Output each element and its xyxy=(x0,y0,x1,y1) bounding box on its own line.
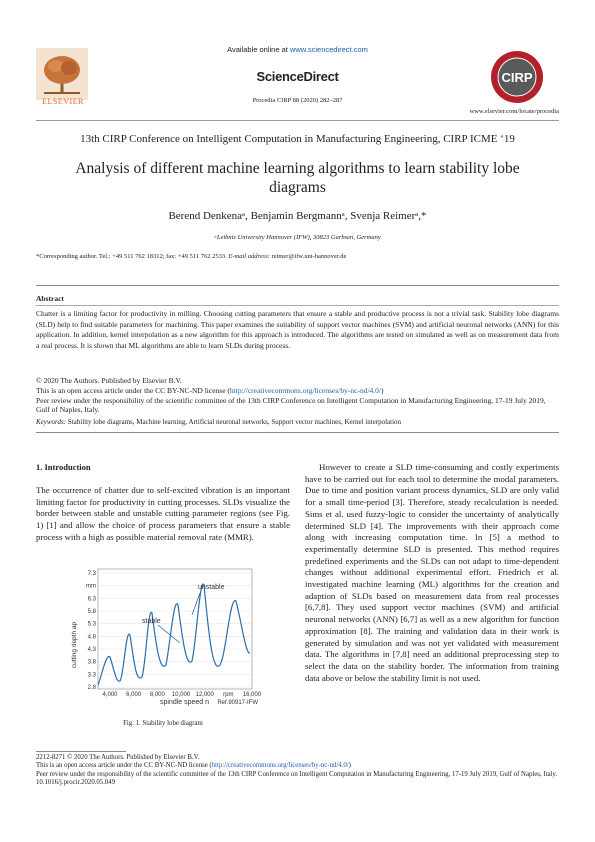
corresponding-prefix: *Corresponding author. Tel.: +49 511 762 18312; fax: +49 511 762 2533. xyxy=(36,253,229,260)
corresponding-author xyxy=(36,253,346,260)
footer-issn: 2212-8271 © 2020 The Authors. Published by Elsevier B.V. xyxy=(36,754,200,761)
affiliation: ᵃLeibniz University Hannover (IFW), 30823 Garbsen, Germany xyxy=(214,234,381,241)
paper-title: Analysis of different machine learning algorithms to learn stability lobe diagrams xyxy=(75,160,520,196)
elsevier-wordmark: ELSEVIER xyxy=(42,97,84,106)
peer-review-line: Peer review under the responsibility of the scientific committee of the 13th CIRP Conference on Intelligent Computation in Manufacturing Engineering, 17-19 July 2019, Gulf of Naples, Italy. xyxy=(36,395,546,415)
available-prefix: Available online at xyxy=(227,45,290,54)
y-tick-label: mm xyxy=(86,583,96,590)
stable-label: stable xyxy=(142,618,161,625)
license-prefix: This is an open access article under the CC BY-NC-ND license ( xyxy=(36,385,230,395)
abstract-divider xyxy=(36,305,559,306)
x-tick-label: rpm xyxy=(223,692,234,698)
keywords-label: Keywords: xyxy=(36,418,67,426)
intro-paragraph-2: However to create a SLD time-consuming and costly experiments have to be carried out for each tool to determine the modal parameters. Due to time and position variant process dynamics, SLD are only valid for a small time-period [3]. Therefore, steady recalculation is needed. Sims et al. used fuzzy-logic to consider the uncertainty of analytically determined SLD [4]. The improvements with their approach come along with increasing computation time. In [5] a method to experimentally determine SLD is presented. This method requires predefined experiments and the SLDs can not adapt to time-dependent changes without additional experimental effort. Friedrich et al. investigated machine learning (ML) algorithms for the creation and adaption of SLDs based on measurement data from real processes [6,7,8]. They used support vector machines (SVM) and artificial neuronal networks (ANN) [6,7] as well as a new algorithm for function approximation [8]. The training and validation data in their work is generated by simulation and was not yet validated with measurement data. The algorithms in [7,8] need an additional preprocessing step to select the data on the stability border. The information from training data above or below the stability limit is not used. xyxy=(305,462,559,683)
y-tick-label: 3.8 xyxy=(87,659,96,666)
x-tick-label: 10,000 xyxy=(171,692,191,698)
x-tick-label: 4,000 xyxy=(102,692,118,698)
y-tick-label: 6.3 xyxy=(87,596,96,603)
y-tick-label: 7.3 xyxy=(87,571,96,577)
keywords-text: Stability lobe diagrams, Machine learning, Artificial neuronal networks, Support vector machines, Kernel interpolation xyxy=(66,418,402,426)
header-divider xyxy=(36,120,559,121)
journal-site[interactable]: www.elsevier.com/locate/procedia xyxy=(469,108,559,115)
figure-caption: Fig. 1. Stability lobe diagram xyxy=(123,720,203,727)
footer-license-prefix: This is an open access article under the CC BY-NC-ND license ( xyxy=(36,762,212,770)
footer-divider xyxy=(36,751,126,752)
author-list: Berend Denkenaᵃ, Benjamin Bergmannᵃ, Svenja Reimerᵃ,* xyxy=(168,210,427,222)
intro-paragraph-1: The occurrence of chatter due to self-excited vibration is an important limiting factor for productivity in cutting processes. SLDs visualize the border between stable and unstable cutting parameter regions (see Fig. 1) [1] and allow the choice of process parameters that ensure a stable process with a high as possible material removal rate (MMR). xyxy=(36,485,290,542)
x-tick-label: 12,000 xyxy=(195,692,214,698)
intro-paragraph xyxy=(36,485,290,544)
y-tick-label: 5.8 xyxy=(87,609,96,615)
cirp-logo xyxy=(490,50,544,104)
x-tick-label: 16,000 xyxy=(242,692,262,698)
divider xyxy=(36,432,559,433)
footer-license-link[interactable]: http://creativecommons.org/licenses/by-nc-nd/4.0/ xyxy=(211,762,349,770)
journal-info: Procedia CIRP 88 (2020) 282–287 xyxy=(252,97,343,104)
footer-block xyxy=(36,754,559,787)
license-line xyxy=(36,386,559,396)
footer-license-suffix: ) xyxy=(348,762,351,770)
y-tick-label: 5.3 xyxy=(87,621,96,628)
cirp-logo-text: CIRP xyxy=(501,70,533,85)
copyright-line: © 2020 The Authors. Published by Elsevier B.V. xyxy=(36,376,182,385)
sciencedirect-link[interactable]: www.sciencedirect.com xyxy=(289,45,368,54)
footer-license xyxy=(36,762,559,770)
divider xyxy=(36,285,559,286)
x-tick-label: 8,000 xyxy=(149,692,165,698)
y-tick-label: 3.3 xyxy=(87,672,96,679)
x-axis-label: spindle speed n xyxy=(160,699,210,706)
unstable-label: unstable xyxy=(198,584,225,591)
license-suffix: ) xyxy=(380,385,384,395)
keywords xyxy=(36,418,559,426)
license-link[interactable]: http://creativecommons.org/licenses/by-nc-nd/4.0/ xyxy=(229,385,381,395)
copyright-block xyxy=(36,376,559,415)
stability-lobe-figure xyxy=(71,565,262,706)
y-tick-label: 4.8 xyxy=(87,634,96,641)
x-tick-label: 6,000 xyxy=(126,692,142,698)
email-address[interactable]: reimer@ifw.uni-hannover.de xyxy=(269,253,347,260)
y-axis-label: cutting depth ap xyxy=(71,621,78,669)
intro-paragraph-2-container xyxy=(305,462,559,684)
conference-line: 13th CIRP Conference on Intelligent Computation in Manufacturing Engineering, CIRP ICME ‘19 xyxy=(80,133,515,145)
y-tick-label: 4.3 xyxy=(87,647,96,653)
abstract-heading: Abstract xyxy=(36,294,64,303)
footer-doi[interactable]: 10.1016/j.procir.2020.05.049 xyxy=(36,778,116,786)
section-heading: 1. Introduction xyxy=(36,462,91,472)
footer-peer-review: Peer review under the responsibility of the scientific committee of the 13th CIRP Conference on Intelligent Computation in Manufacturing Engineering, 17-19 July 2019, Gulf of Naples, Italy. xyxy=(36,770,558,778)
sciencedirect-brand: ScienceDirect xyxy=(256,69,339,84)
email-label: E-mail address: xyxy=(228,253,270,260)
figure-ref-label: Ref.90917-IFW xyxy=(217,700,258,706)
abstract-text: Chatter is a limiting factor for productivity in milling. Choosing cutting parameters that ensure a stable and productive process is not a trivial task. Stability lobe diagrams (SLD) help to find suitable parameters for machining. This paper examines the suitability of support vector machines (SVM) and artificial neuronal networks (ANN) for this application. In addition, kernel interpolation as a new algorithm for this approach is introduced. The algorithms are tested on simulated as well as on measurement data from a real process. It is shown that ML algorithms are able to learn SLDs during process. xyxy=(36,309,559,350)
y-tick-label: 2.8 xyxy=(87,685,96,691)
